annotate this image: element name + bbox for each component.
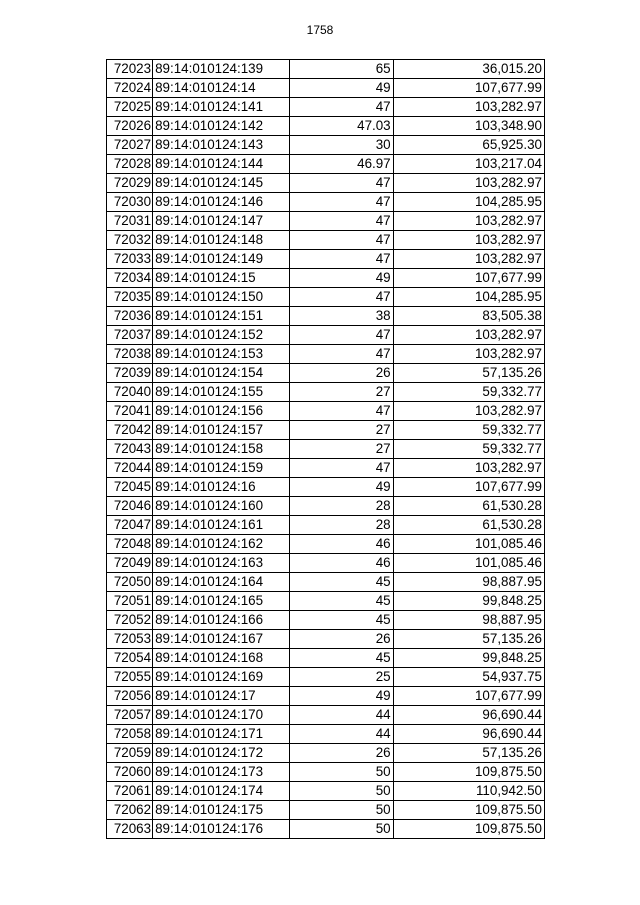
cadastral-number-cell: 89:14:010124:158 <box>153 440 290 459</box>
row-id-cell: 72027 <box>107 136 153 155</box>
table-row <box>107 345 545 364</box>
row-id-cell: 72030 <box>107 193 153 212</box>
amount-cell: 107,677.99 <box>393 478 544 497</box>
table-row <box>107 801 545 820</box>
table-row <box>107 497 545 516</box>
quantity-cell: 49 <box>290 79 393 98</box>
row-id-cell: 72052 <box>107 611 153 630</box>
table-row <box>107 288 545 307</box>
row-id-cell: 72025 <box>107 98 153 117</box>
cadastral-number-cell: 89:14:010124:139 <box>153 60 290 79</box>
cadastral-number-cell: 89:14:010124:169 <box>153 668 290 687</box>
table-row <box>107 193 545 212</box>
table-row <box>107 117 545 136</box>
cadastral-number-cell: 89:14:010124:171 <box>153 725 290 744</box>
quantity-cell: 46 <box>290 535 393 554</box>
cadastral-number-cell: 89:14:010124:176 <box>153 820 290 839</box>
row-id-cell: 72063 <box>107 820 153 839</box>
quantity-cell: 26 <box>290 630 393 649</box>
quantity-cell: 49 <box>290 478 393 497</box>
quantity-cell: 47 <box>290 231 393 250</box>
row-id-cell: 72034 <box>107 269 153 288</box>
quantity-cell: 49 <box>290 687 393 706</box>
data-table <box>106 59 545 839</box>
row-id-cell: 72056 <box>107 687 153 706</box>
cadastral-number-cell: 89:14:010124:165 <box>153 592 290 611</box>
row-id-cell: 72035 <box>107 288 153 307</box>
amount-cell: 99,848.25 <box>393 649 544 668</box>
row-id-cell: 72041 <box>107 402 153 421</box>
table-row <box>107 687 545 706</box>
cadastral-number-cell: 89:14:010124:14 <box>153 79 290 98</box>
amount-cell: 61,530.28 <box>393 516 544 535</box>
quantity-cell: 30 <box>290 136 393 155</box>
amount-cell: 103,282.97 <box>393 231 544 250</box>
amount-cell: 104,285.95 <box>393 193 544 212</box>
row-id-cell: 72050 <box>107 573 153 592</box>
row-id-cell: 72058 <box>107 725 153 744</box>
cadastral-number-cell: 89:14:010124:155 <box>153 383 290 402</box>
table-row <box>107 79 545 98</box>
cadastral-number-cell: 89:14:010124:15 <box>153 269 290 288</box>
table-row <box>107 782 545 801</box>
quantity-cell: 47 <box>290 193 393 212</box>
quantity-cell: 28 <box>290 516 393 535</box>
cadastral-number-cell: 89:14:010124:159 <box>153 459 290 478</box>
table-row <box>107 326 545 345</box>
table-row <box>107 763 545 782</box>
amount-cell: 109,875.50 <box>393 801 544 820</box>
row-id-cell: 72046 <box>107 497 153 516</box>
table-row <box>107 231 545 250</box>
quantity-cell: 26 <box>290 364 393 383</box>
table-row <box>107 212 545 231</box>
amount-cell: 103,282.97 <box>393 250 544 269</box>
amount-cell: 59,332.77 <box>393 383 544 402</box>
quantity-cell: 50 <box>290 782 393 801</box>
cadastral-number-cell: 89:14:010124:160 <box>153 497 290 516</box>
quantity-cell: 47 <box>290 98 393 117</box>
quantity-cell: 44 <box>290 725 393 744</box>
row-id-cell: 72029 <box>107 174 153 193</box>
quantity-cell: 44 <box>290 706 393 725</box>
table-row <box>107 155 545 174</box>
cadastral-number-cell: 89:14:010124:152 <box>153 326 290 345</box>
amount-cell: 109,875.50 <box>393 820 544 839</box>
row-id-cell: 72033 <box>107 250 153 269</box>
amount-cell: 107,677.99 <box>393 687 544 706</box>
cadastral-number-cell: 89:14:010124:175 <box>153 801 290 820</box>
quantity-cell: 50 <box>290 820 393 839</box>
cadastral-number-cell: 89:14:010124:157 <box>153 421 290 440</box>
amount-cell: 103,282.97 <box>393 212 544 231</box>
row-id-cell: 72057 <box>107 706 153 725</box>
row-id-cell: 72031 <box>107 212 153 231</box>
row-id-cell: 72062 <box>107 801 153 820</box>
row-id-cell: 72036 <box>107 307 153 326</box>
table-row <box>107 820 545 839</box>
table-row <box>107 535 545 554</box>
row-id-cell: 72048 <box>107 535 153 554</box>
row-id-cell: 72055 <box>107 668 153 687</box>
cadastral-number-cell: 89:14:010124:141 <box>153 98 290 117</box>
table-row <box>107 98 545 117</box>
amount-cell: 99,848.25 <box>393 592 544 611</box>
cadastral-number-cell: 89:14:010124:168 <box>153 649 290 668</box>
table-row <box>107 573 545 592</box>
quantity-cell: 47 <box>290 288 393 307</box>
cadastral-number-cell: 89:14:010124:167 <box>153 630 290 649</box>
row-id-cell: 72051 <box>107 592 153 611</box>
cadastral-number-cell: 89:14:010124:162 <box>153 535 290 554</box>
amount-cell: 96,690.44 <box>393 725 544 744</box>
quantity-cell: 45 <box>290 573 393 592</box>
quantity-cell: 47 <box>290 345 393 364</box>
quantity-cell: 38 <box>290 307 393 326</box>
quantity-cell: 46 <box>290 554 393 573</box>
table-row <box>107 592 545 611</box>
row-id-cell: 72040 <box>107 383 153 402</box>
cadastral-number-cell: 89:14:010124:143 <box>153 136 290 155</box>
row-id-cell: 72039 <box>107 364 153 383</box>
quantity-cell: 47 <box>290 174 393 193</box>
amount-cell: 107,677.99 <box>393 79 544 98</box>
amount-cell: 36,015.20 <box>393 60 544 79</box>
amount-cell: 101,085.46 <box>393 535 544 554</box>
table-row <box>107 668 545 687</box>
cadastral-number-cell: 89:14:010124:149 <box>153 250 290 269</box>
row-id-cell: 72024 <box>107 79 153 98</box>
amount-cell: 59,332.77 <box>393 421 544 440</box>
table-body <box>107 60 545 839</box>
amount-cell: 83,505.38 <box>393 307 544 326</box>
table-row <box>107 421 545 440</box>
cadastral-number-cell: 89:14:010124:166 <box>153 611 290 630</box>
table-row <box>107 744 545 763</box>
quantity-cell: 50 <box>290 801 393 820</box>
row-id-cell: 72038 <box>107 345 153 364</box>
row-id-cell: 72037 <box>107 326 153 345</box>
quantity-cell: 28 <box>290 497 393 516</box>
row-id-cell: 72059 <box>107 744 153 763</box>
row-id-cell: 72045 <box>107 478 153 497</box>
page-number: 1758 <box>306 23 334 37</box>
amount-cell: 65,925.30 <box>393 136 544 155</box>
amount-cell: 107,677.99 <box>393 269 544 288</box>
amount-cell: 96,690.44 <box>393 706 544 725</box>
cadastral-number-cell: 89:14:010124:170 <box>153 706 290 725</box>
amount-cell: 98,887.95 <box>393 573 544 592</box>
table-row <box>107 136 545 155</box>
cadastral-number-cell: 89:14:010124:145 <box>153 174 290 193</box>
quantity-cell: 45 <box>290 592 393 611</box>
amount-cell: 57,135.26 <box>393 630 544 649</box>
amount-cell: 57,135.26 <box>393 744 544 763</box>
amount-cell: 103,282.97 <box>393 326 544 345</box>
quantity-cell: 47 <box>290 250 393 269</box>
cadastral-number-cell: 89:14:010124:174 <box>153 782 290 801</box>
quantity-cell: 25 <box>290 668 393 687</box>
cadastral-number-cell: 89:14:010124:153 <box>153 345 290 364</box>
quantity-cell: 65 <box>290 60 393 79</box>
row-id-cell: 72053 <box>107 630 153 649</box>
amount-cell: 98,887.95 <box>393 611 544 630</box>
cadastral-number-cell: 89:14:010124:147 <box>153 212 290 231</box>
quantity-cell: 27 <box>290 440 393 459</box>
amount-cell: 103,282.97 <box>393 345 544 364</box>
row-id-cell: 72044 <box>107 459 153 478</box>
cadastral-number-cell: 89:14:010124:161 <box>153 516 290 535</box>
table-row <box>107 269 545 288</box>
amount-cell: 110,942.50 <box>393 782 544 801</box>
amount-cell: 103,217.04 <box>393 155 544 174</box>
table-row <box>107 459 545 478</box>
quantity-cell: 47 <box>290 326 393 345</box>
table-row <box>107 60 545 79</box>
row-id-cell: 72028 <box>107 155 153 174</box>
amount-cell: 61,530.28 <box>393 497 544 516</box>
amount-cell: 54,937.75 <box>393 668 544 687</box>
amount-cell: 103,282.97 <box>393 98 544 117</box>
table-row <box>107 516 545 535</box>
cadastral-number-cell: 89:14:010124:163 <box>153 554 290 573</box>
cadastral-number-cell: 89:14:010124:172 <box>153 744 290 763</box>
amount-cell: 103,348.90 <box>393 117 544 136</box>
table-row <box>107 706 545 725</box>
table-row <box>107 402 545 421</box>
table-row <box>107 478 545 497</box>
row-id-cell: 72026 <box>107 117 153 136</box>
row-id-cell: 72060 <box>107 763 153 782</box>
table-row <box>107 630 545 649</box>
amount-cell: 103,282.97 <box>393 174 544 193</box>
cadastral-number-cell: 89:14:010124:142 <box>153 117 290 136</box>
table-row <box>107 649 545 668</box>
cadastral-number-cell: 89:14:010124:173 <box>153 763 290 782</box>
quantity-cell: 47 <box>290 459 393 478</box>
quantity-cell: 47 <box>290 402 393 421</box>
row-id-cell: 72049 <box>107 554 153 573</box>
quantity-cell: 50 <box>290 763 393 782</box>
table-row <box>107 554 545 573</box>
table-row <box>107 307 545 326</box>
quantity-cell: 47.03 <box>290 117 393 136</box>
table-row <box>107 383 545 402</box>
quantity-cell: 27 <box>290 421 393 440</box>
cadastral-number-cell: 89:14:010124:144 <box>153 155 290 174</box>
row-id-cell: 72023 <box>107 60 153 79</box>
amount-cell: 59,332.77 <box>393 440 544 459</box>
cadastral-number-cell: 89:14:010124:148 <box>153 231 290 250</box>
row-id-cell: 72047 <box>107 516 153 535</box>
quantity-cell: 46.97 <box>290 155 393 174</box>
amount-cell: 109,875.50 <box>393 763 544 782</box>
cadastral-number-cell: 89:14:010124:154 <box>153 364 290 383</box>
cadastral-number-cell: 89:14:010124:156 <box>153 402 290 421</box>
cadastral-number-cell: 89:14:010124:151 <box>153 307 290 326</box>
table-row <box>107 364 545 383</box>
cadastral-number-cell: 89:14:010124:16 <box>153 478 290 497</box>
cadastral-number-cell: 89:14:010124:17 <box>153 687 290 706</box>
row-id-cell: 72061 <box>107 782 153 801</box>
amount-cell: 104,285.95 <box>393 288 544 307</box>
row-id-cell: 72043 <box>107 440 153 459</box>
table-row <box>107 440 545 459</box>
quantity-cell: 26 <box>290 744 393 763</box>
amount-cell: 57,135.26 <box>393 364 544 383</box>
table-row <box>107 725 545 744</box>
cadastral-number-cell: 89:14:010124:164 <box>153 573 290 592</box>
amount-cell: 103,282.97 <box>393 402 544 421</box>
row-id-cell: 72032 <box>107 231 153 250</box>
row-id-cell: 72054 <box>107 649 153 668</box>
quantity-cell: 27 <box>290 383 393 402</box>
quantity-cell: 45 <box>290 649 393 668</box>
row-id-cell: 72042 <box>107 421 153 440</box>
table-row <box>107 250 545 269</box>
table-row <box>107 611 545 630</box>
quantity-cell: 47 <box>290 212 393 231</box>
quantity-cell: 49 <box>290 269 393 288</box>
cadastral-number-cell: 89:14:010124:150 <box>153 288 290 307</box>
quantity-cell: 45 <box>290 611 393 630</box>
amount-cell: 103,282.97 <box>393 459 544 478</box>
amount-cell: 101,085.46 <box>393 554 544 573</box>
cadastral-number-cell: 89:14:010124:146 <box>153 193 290 212</box>
table-row <box>107 174 545 193</box>
